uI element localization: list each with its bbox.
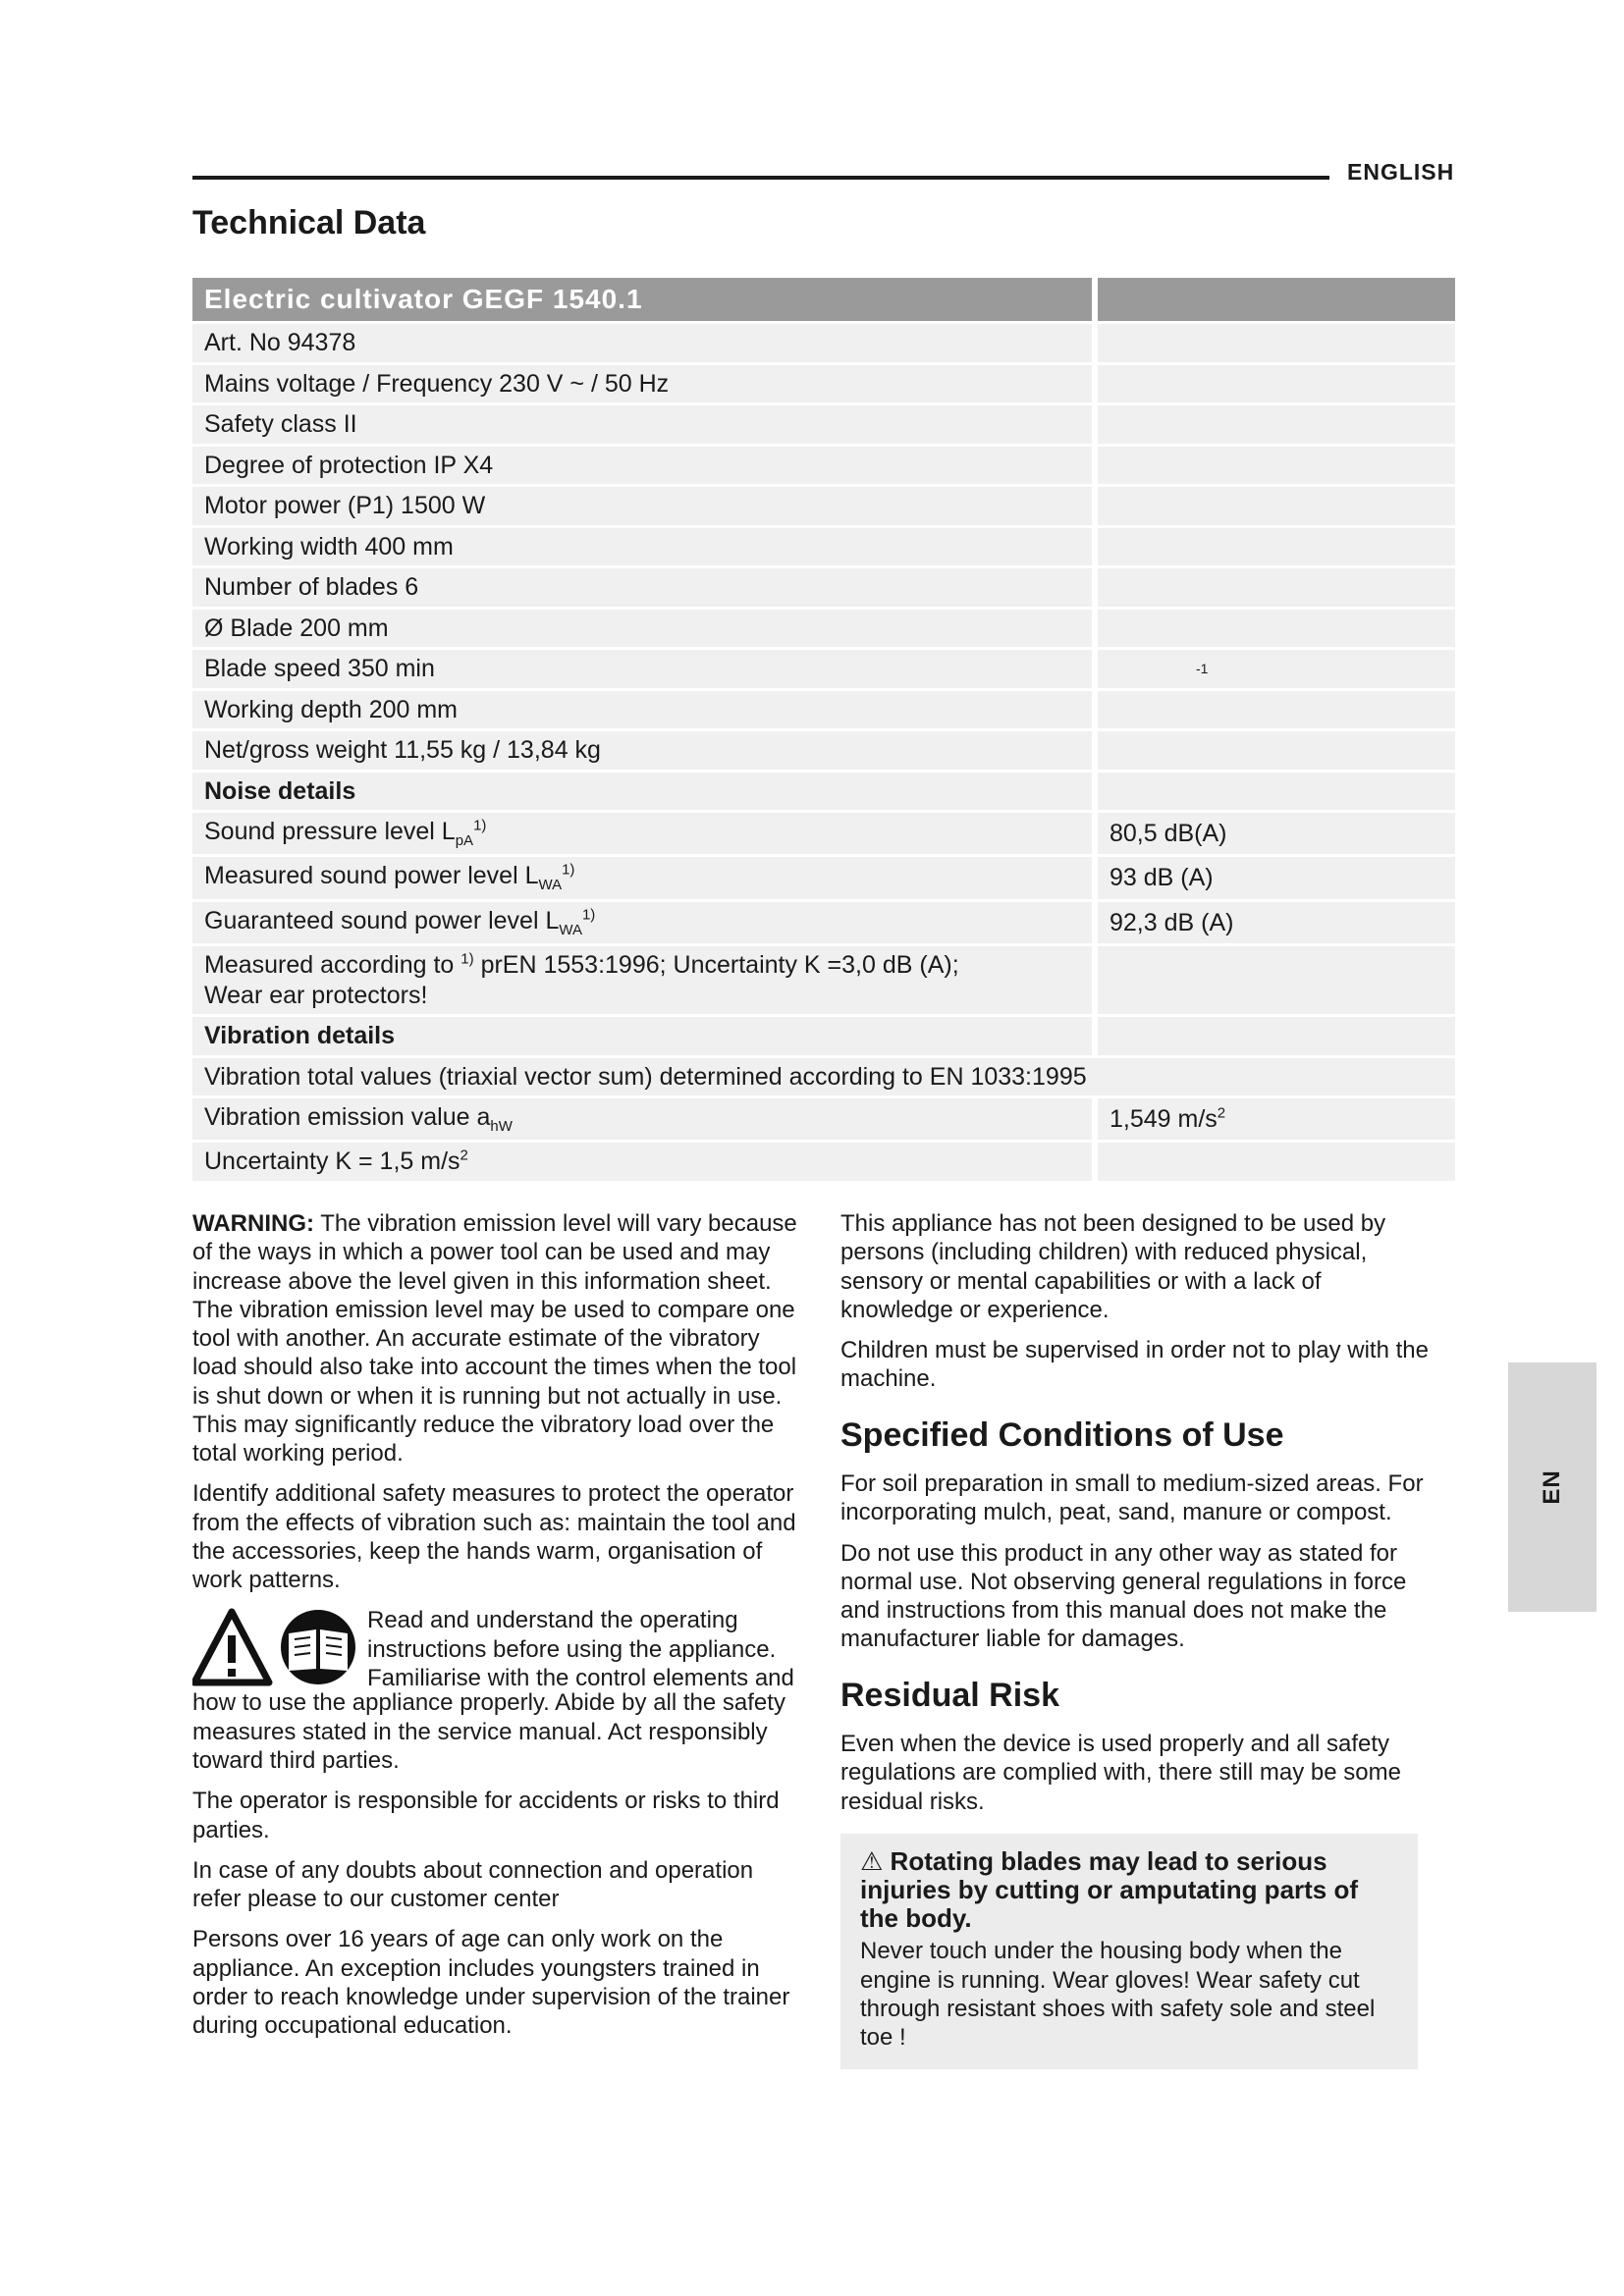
- vibration-section-title: Vibration details: [192, 1017, 1455, 1055]
- sound-pressure-value: 80,5 dB(A): [1092, 813, 1455, 854]
- children-paragraph: Children must be supervised in order not to play with the machine.: [840, 1337, 1429, 1393]
- spec-label: Safety class II: [192, 405, 1092, 444]
- spec-label: Art. No 94378: [192, 324, 1092, 362]
- spec-row: [192, 324, 1455, 362]
- spec-row: [192, 487, 1455, 525]
- noise-section-title: Noise details: [192, 773, 1455, 811]
- spec-label: Mains voltage / Frequency 230 V ~ / 50 Hz: [192, 365, 1092, 403]
- guaranteed-sound-power-value: 92,3 dB (A): [1092, 902, 1455, 943]
- warning-and-manual-icons: [192, 1608, 359, 1686]
- vibration-emission-value: 1,549 $m/s^2$: [1092, 1098, 1455, 1140]
- vibration-total-row: Vibration total values (triaxial vector sum) determined according to EN 1033:1995: [192, 1058, 1455, 1096]
- doubts-paragraph: In case of any doubts about connection and operation refer please to our customer center: [192, 1856, 754, 1913]
- measured-sound-power-value: 93 dB (A): [1092, 857, 1455, 898]
- header-rule: [192, 176, 1329, 180]
- table-heading-row: [192, 278, 1455, 321]
- spec-label: Number of blades 6: [192, 568, 1092, 607]
- appliance-paragraph: This appliance has not been designed to be used by persons (including children) with reduced physical, sensory or mental capabilities or with a lack of knowledge or experience.: [840, 1210, 1386, 1323]
- measured-according-row: Measured according to $^{1)}$ prEN 1553:1996; Uncertainty K =3,0 dB (A); Wear ear protectors!: [192, 946, 1455, 1014]
- warning-triangle-icon: [194, 1612, 269, 1682]
- spec-row: [192, 731, 1455, 770]
- warning-lead: WARNING:: [192, 1210, 314, 1237]
- spec-value: -1: [1092, 650, 1455, 688]
- rotating-blades-warning-box: [840, 1834, 1418, 2069]
- spec-value: [1092, 568, 1455, 607]
- do-not-use-paragraph: Do not use this product in any other way as stated for normal use. Not observing general regulations in force and instructions from this manual does not make the manufacturer liable for damages.: [840, 1539, 1407, 1653]
- spec-value: [1092, 691, 1455, 729]
- residual-risk-paragraph: Even when the device is used properly and all safety regulations are complied with, there still may be some residual risks.: [840, 1731, 1401, 1815]
- read-instructions-continued: how to use the appliance properly. Abide by all the safety measures stated in the service manual. Act responsibly toward third parties.: [192, 1689, 785, 1774]
- spec-row: [192, 650, 1455, 688]
- technical-data-table: [192, 275, 1455, 1184]
- spec-row: [192, 691, 1455, 729]
- left-column: [192, 1209, 799, 2052]
- spec-value: [1092, 324, 1455, 362]
- sound-pressure-row: Sound pressure level $L_{pA}^{1)}$ 80,5 dB(A): [192, 813, 1455, 854]
- risk-title: Rotating blades may lead to serious injuries by cutting or amputating parts of the body.: [860, 1845, 1359, 1934]
- language-label: ENGLISH: [1347, 159, 1455, 185]
- conditions-paragraph: For soil preparation in small to medium-sized areas. For incorporating mulch, peat, sand, manure or compost.: [840, 1470, 1424, 1526]
- right-column: [840, 1209, 1430, 2069]
- read-instructions-block: [192, 1606, 799, 1691]
- spec-label: Working width 400 mm: [192, 528, 1092, 566]
- spec-label: Net/gross weight 11,55 kg / 13,84 kg: [192, 731, 1092, 770]
- spec-row: [192, 610, 1455, 648]
- spec-label: Blade speed 350 min: [192, 650, 1092, 688]
- spec-row: [192, 365, 1455, 403]
- spec-value: [1092, 731, 1455, 770]
- operator-paragraph: The operator is responsible for accidents or risks to third parties.: [192, 1788, 780, 1843]
- spec-label: Working depth 200 mm: [192, 691, 1092, 729]
- identify-paragraph: Identify additional safety measures to protect the operator from the effects of vibration such as: maintain the tool and the accessories, keep the hands warm, organisation of work patterns.: [192, 1480, 796, 1594]
- conditions-heading: Specified Conditions of Use: [840, 1415, 1284, 1454]
- spec-value: [1092, 447, 1455, 485]
- warning-paragraph: WARNING: The vibration emission level will vary because of the ways in which a power tool can be used and may increase above the level given in this information sheet. The vibration emission level may be used to compare one tool with another. An accurate estimate of the vibratory load should also take into account the times when the tool is shut down or when it is running but not actually in use. This may significantly reduce the vibratory load over the total working period.: [192, 1210, 797, 1468]
- vibration-uncertainty-row: Uncertainty K = 1,5 $m/s^2$: [192, 1143, 1455, 1181]
- spec-value: [1092, 365, 1455, 403]
- page-title: Technical Data: [192, 204, 426, 241]
- spec-row: [192, 405, 1455, 444]
- spec-row: [192, 528, 1455, 566]
- residual-risk-heading: Residual Risk: [840, 1676, 1059, 1714]
- spec-value: [1092, 528, 1455, 566]
- spec-value: [1092, 610, 1455, 648]
- measured-sound-power-row: Measured sound power level $L_{WA}^{1)}$ 93 dB (A): [192, 857, 1455, 898]
- spec-value: [1092, 487, 1455, 525]
- spec-label: Motor power (P1) 1500 W: [192, 487, 1092, 525]
- spec-row: [192, 447, 1455, 485]
- read-manual-icon: [281, 1610, 355, 1684]
- guaranteed-sound-power-row: Guaranteed sound power level $L_{WA}^{1)}$ 92,3 dB (A): [192, 902, 1455, 943]
- warning-triangle-icon: ⚠: [860, 1845, 884, 1876]
- spec-label: Ø Blade 200 mm: [192, 610, 1092, 648]
- risk-body: Never touch under the housing body when the engine is running. Wear gloves! Wear safety cut through resistant shoes with safety sole and steel toe !: [860, 1938, 1376, 2052]
- spec-label: Degree of protection IP X4: [192, 447, 1092, 485]
- spec-row: [192, 568, 1455, 607]
- persons-paragraph: Persons over 16 years of age can only work on the appliance. An exception includes youngsters trained in order to reach knowledge under supervision of the trainer during occupational education.: [192, 1926, 790, 2040]
- table-heading: Electric cultivator GEGF 1540.1: [192, 278, 1092, 321]
- read-instructions-text: Read and understand the operating instructions before using the appliance. Familiarise with the control elements and: [367, 1607, 794, 1691]
- vibration-emission-row: Vibration emission value $a_{hW}$ 1,549 $m/s^2$: [192, 1098, 1455, 1140]
- language-side-tab: EN: [1508, 1362, 1597, 1612]
- spec-value: [1092, 405, 1455, 444]
